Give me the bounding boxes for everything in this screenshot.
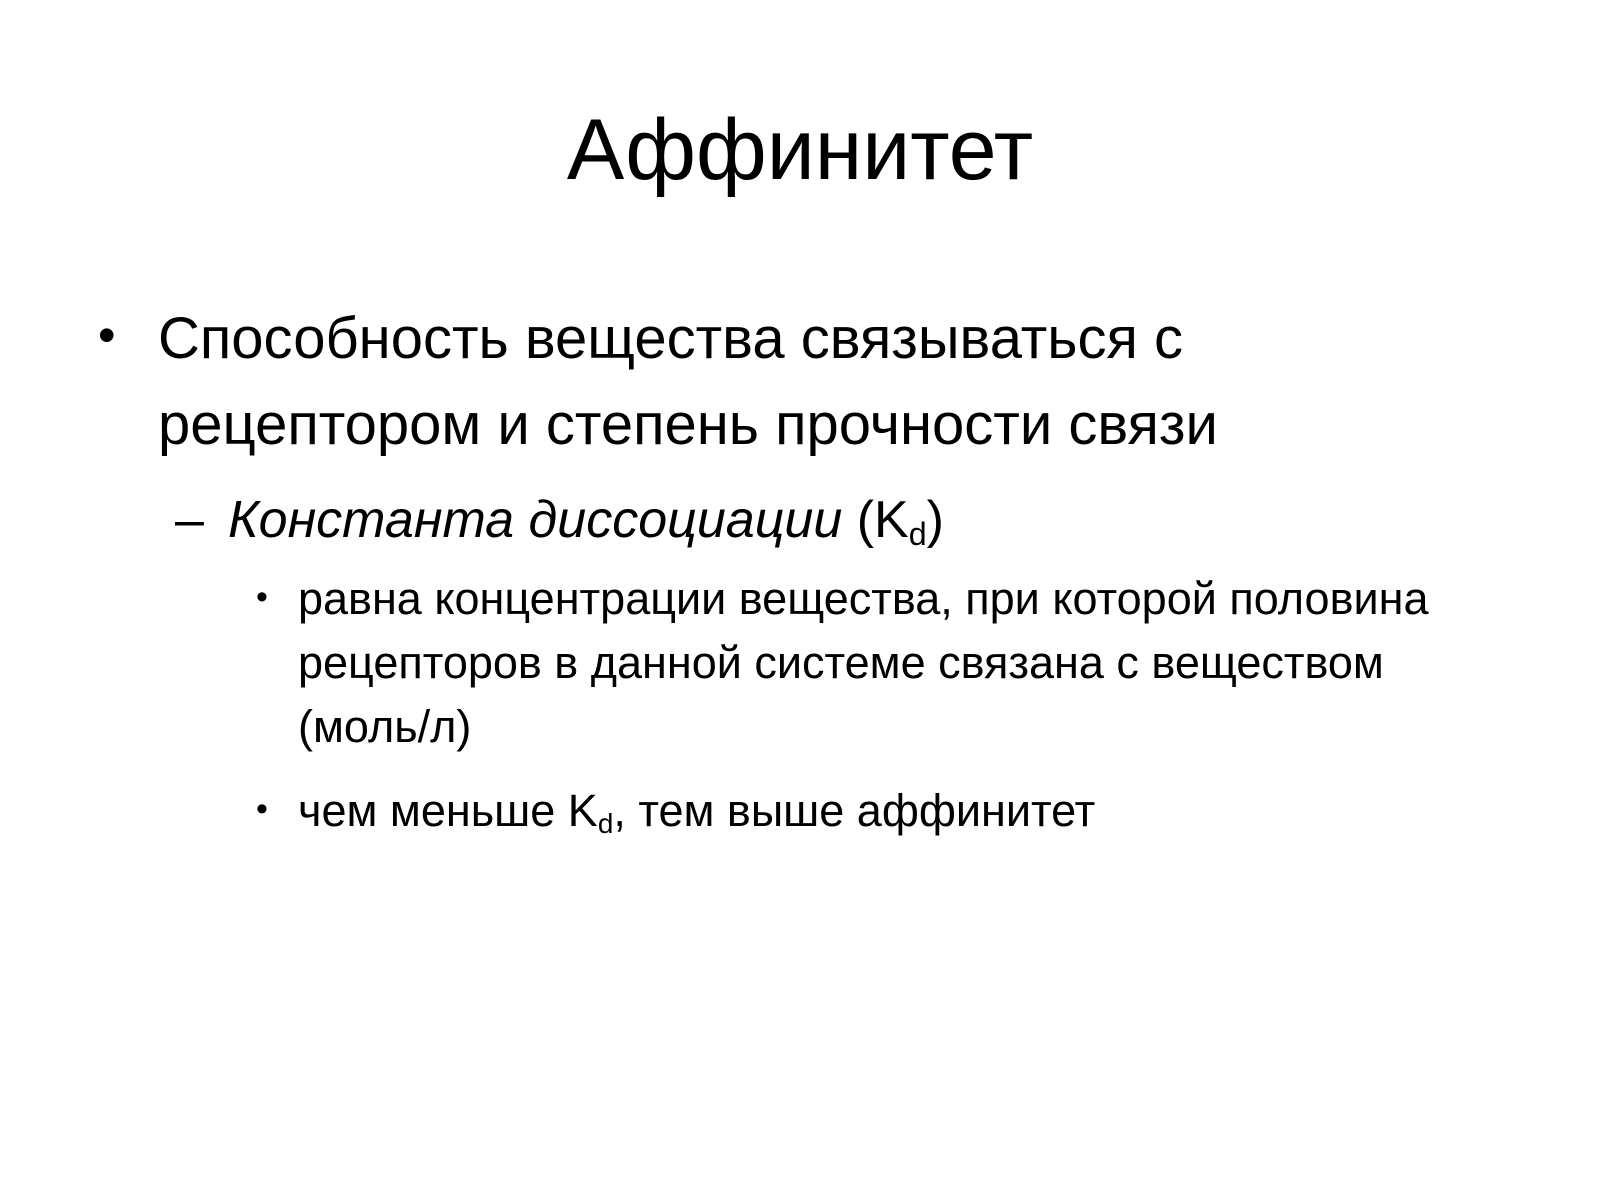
kd-open-label: (K [842,491,909,549]
kd-subscript: d [908,515,927,552]
detail-bullet-1: • [256,578,268,616]
detail-2-prefix: чем меньше K [298,785,598,836]
main-point-text: Способность вещества связываться с рецептором и степень прочности связи [158,306,1218,457]
detail-text-2 [298,779,1498,843]
detail-bullet-2: • [256,790,268,828]
dissociation-constant-term: Константа диссоциации [228,491,843,549]
detail-2-kd-subscript: d [597,807,614,839]
sub-point-dash: – [175,491,204,549]
detail-2-suffix: , тем выше аффинитет [613,785,1096,836]
slide-title: Аффинитет [566,102,1034,198]
detail-text-1: равна концентрации вещества, при которой половина рецепторов в данной системе связана с веществом (моль/л) [298,573,1429,752]
sub-point [228,484,1508,556]
kd-close-paren: ) [926,491,944,549]
main-bullet: • [98,307,116,363]
